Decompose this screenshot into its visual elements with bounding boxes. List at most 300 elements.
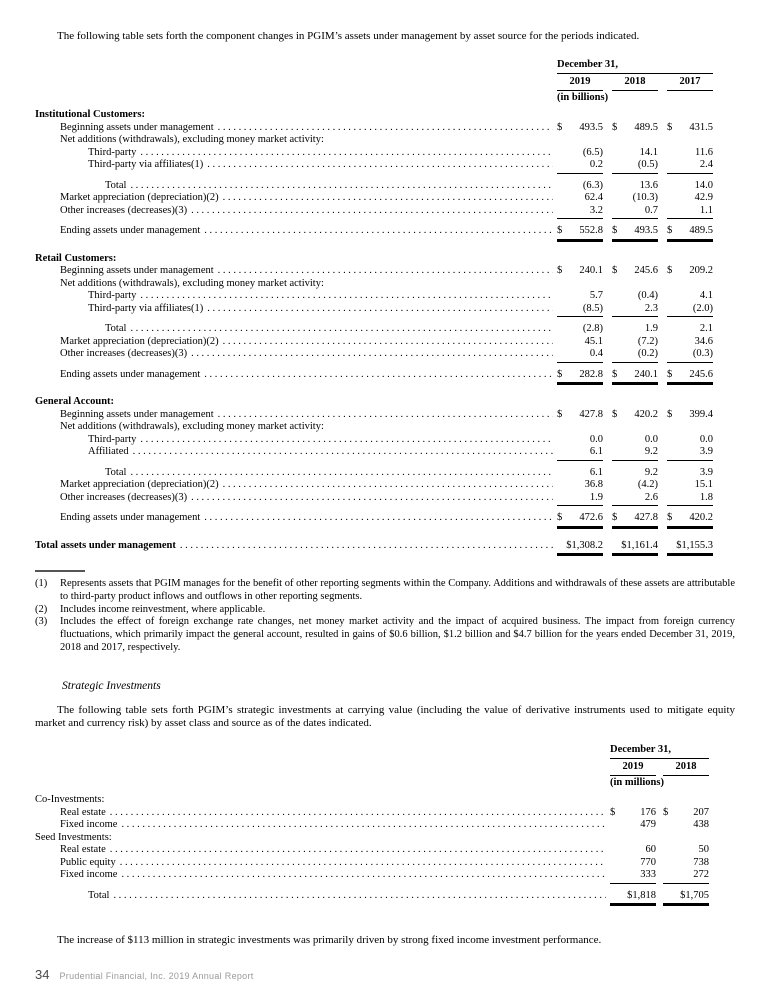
cell-value xyxy=(667,265,713,278)
row-label: Third-party via affiliates(1) xyxy=(88,159,204,170)
cell-value xyxy=(667,192,713,205)
footnote-2 xyxy=(35,604,735,617)
dot-leader xyxy=(140,290,553,303)
cell-value xyxy=(667,205,713,220)
row-values xyxy=(557,369,713,389)
cell-value xyxy=(667,479,713,492)
row-label-wrap xyxy=(35,396,713,409)
value: (0.3) xyxy=(692,348,713,359)
row-label-wrap xyxy=(35,467,557,480)
table-row xyxy=(35,807,709,820)
table-row xyxy=(35,819,709,832)
footnote-text: Represents assets that PGIM manages for the benefit of other reporting segments within the Company. Additions and withdrawals of these assets are attributable to third-party product inflows and outflows in other reporting segments. xyxy=(60,578,735,602)
cell-value xyxy=(667,323,713,336)
row-values xyxy=(557,323,713,336)
value: 3.2 xyxy=(589,204,603,216)
dot-leader xyxy=(180,540,553,553)
row-label: Net additions (withdrawals), excluding money market activity: xyxy=(60,134,324,145)
table-row xyxy=(35,265,713,278)
dot-leader xyxy=(204,369,553,382)
table-row xyxy=(35,869,709,886)
dollar-sign: $ xyxy=(667,368,673,380)
cell-value xyxy=(610,819,656,832)
dot-leader xyxy=(223,336,553,349)
value: 333 xyxy=(640,869,656,881)
value: (8.5) xyxy=(582,302,603,314)
value: 42.9 xyxy=(694,192,713,203)
value: 4.1 xyxy=(699,290,713,301)
dot-leader xyxy=(191,348,553,361)
row-label-wrap xyxy=(35,253,713,266)
cell-value xyxy=(667,369,713,384)
value: (0.2) xyxy=(637,348,658,359)
cell-value xyxy=(557,205,603,220)
value: 1.9 xyxy=(644,323,658,334)
cell-value xyxy=(610,844,656,857)
value: 399.4 xyxy=(689,408,713,420)
cell-value xyxy=(663,869,709,884)
cell-value xyxy=(557,409,603,422)
row-label: Ending assets under management xyxy=(60,512,201,523)
value: 9.2 xyxy=(644,446,658,457)
row-label-wrap xyxy=(35,409,557,422)
value: $1,818 xyxy=(627,889,656,901)
value: 3.9 xyxy=(699,446,713,457)
cell-value xyxy=(557,225,603,240)
cell-value xyxy=(667,540,713,555)
cell-value xyxy=(667,467,713,480)
dot-leader xyxy=(130,323,553,336)
cell-value xyxy=(612,492,658,507)
cell-value xyxy=(667,225,713,240)
value: $1,705 xyxy=(680,889,709,901)
dollar-sign: $ xyxy=(610,806,616,818)
row-label: Net additions (withdrawals), excluding money market activity: xyxy=(60,421,324,432)
table-row xyxy=(35,205,713,222)
dot-leader xyxy=(110,844,606,857)
row-values xyxy=(557,479,713,492)
cell-value xyxy=(612,159,658,174)
row-label: Ending assets under management xyxy=(60,368,201,380)
dollar-sign: $ xyxy=(557,512,563,523)
value: 552.8 xyxy=(579,225,603,236)
value: 489.5 xyxy=(634,121,658,133)
row-label-wrap xyxy=(35,336,557,349)
cell-value xyxy=(557,147,603,160)
value: 240.1 xyxy=(634,368,658,380)
dot-leader xyxy=(113,890,606,903)
header-years-row xyxy=(35,759,709,776)
row-label-wrap xyxy=(35,446,557,459)
dollar-sign: $ xyxy=(663,806,669,818)
value: 14.1 xyxy=(639,146,658,158)
cell-value xyxy=(612,265,658,278)
dollar-sign: $ xyxy=(667,121,673,133)
year-label: 2018 xyxy=(612,76,658,91)
dot-leader xyxy=(204,512,553,525)
cell-value xyxy=(612,225,658,240)
cell-value xyxy=(610,869,656,884)
table-row xyxy=(35,192,713,205)
row-label: Third-party xyxy=(88,433,137,445)
cell-value xyxy=(667,159,713,174)
row-label-wrap xyxy=(35,369,557,382)
row-label: Third-party xyxy=(88,290,137,301)
row-label: Third-party xyxy=(88,146,137,158)
value: 272 xyxy=(693,869,709,881)
cell-value xyxy=(612,323,658,336)
table-row xyxy=(35,890,709,910)
value: 493.5 xyxy=(579,121,603,133)
row-label-wrap xyxy=(35,807,610,820)
cell-value xyxy=(663,844,709,857)
cell-value xyxy=(557,122,603,135)
value: 431.5 xyxy=(689,121,713,133)
table-row xyxy=(35,794,709,807)
unit-label: (in billions) xyxy=(557,91,609,103)
dot-leader xyxy=(218,409,553,422)
row-label: Other increases (decreases)(3) xyxy=(60,491,188,503)
cell-value xyxy=(557,540,603,555)
cell-value xyxy=(612,192,658,205)
value: 427.8 xyxy=(634,512,658,523)
year-label: 2017 xyxy=(667,76,713,91)
value: 1.8 xyxy=(699,491,713,503)
cell-value xyxy=(557,265,603,278)
dollar-sign: $ xyxy=(612,368,618,380)
row-label-wrap xyxy=(35,479,557,492)
row-values xyxy=(557,225,713,245)
dollar-sign: $ xyxy=(557,225,563,236)
row-label-wrap xyxy=(35,434,557,447)
dot-leader xyxy=(218,265,553,278)
row-label: Beginning assets under management xyxy=(60,265,214,276)
row-values xyxy=(557,467,713,480)
dollar-sign: $ xyxy=(667,225,673,236)
value: 60 xyxy=(645,844,656,856)
cell-value xyxy=(557,303,603,318)
value: 207 xyxy=(693,806,709,818)
value: 2.6 xyxy=(644,491,658,503)
dollar-sign: $ xyxy=(667,265,673,276)
row-values xyxy=(557,446,713,463)
table-row xyxy=(35,479,713,492)
cell-value xyxy=(557,446,603,461)
footnotes xyxy=(35,578,735,655)
row-label: Total xyxy=(88,889,110,901)
footnote-text: Includes income reinvestment, where applicable. xyxy=(60,603,266,615)
row-label-wrap xyxy=(35,512,557,525)
row-values xyxy=(610,890,709,910)
value: (2.0) xyxy=(692,302,713,314)
value: 0.0 xyxy=(699,433,713,445)
dot-leader xyxy=(223,192,553,205)
row-values xyxy=(557,122,713,135)
row-label-wrap xyxy=(35,540,557,553)
cell-value xyxy=(610,890,656,905)
dollar-sign: $ xyxy=(667,512,673,523)
year-label: 2019 xyxy=(557,76,603,91)
table-row xyxy=(35,396,713,409)
row-label: Retail Customers: xyxy=(35,252,117,264)
row-label: Total xyxy=(105,466,127,478)
unit-label: (in millions) xyxy=(610,776,664,788)
value: 13.6 xyxy=(639,179,658,191)
row-label-wrap xyxy=(35,794,709,807)
value: 282.8 xyxy=(579,368,603,380)
row-label-wrap xyxy=(35,421,713,434)
cell-value xyxy=(612,290,658,303)
table-row xyxy=(35,147,713,160)
page-number: 34 xyxy=(35,967,50,982)
row-label-wrap xyxy=(35,819,610,832)
row-values xyxy=(557,192,713,205)
value: (7.2) xyxy=(637,335,658,347)
row-label-wrap xyxy=(35,122,557,135)
dot-leader xyxy=(121,819,606,832)
row-label-wrap xyxy=(35,290,557,303)
value: 0.0 xyxy=(589,433,603,445)
row-values xyxy=(557,540,713,560)
cell-value xyxy=(667,147,713,160)
row-values xyxy=(557,348,713,365)
row-label-wrap xyxy=(35,159,557,172)
row-label: Affiliated xyxy=(88,446,129,457)
row-label-wrap xyxy=(35,303,557,316)
value: 6.1 xyxy=(589,466,603,478)
cell-value xyxy=(612,369,658,384)
dot-leader xyxy=(191,205,553,218)
cell-value xyxy=(610,857,656,870)
cell-value xyxy=(612,540,658,555)
value: 5.7 xyxy=(589,290,603,301)
dollar-sign: $ xyxy=(557,408,563,420)
table-row xyxy=(35,409,713,422)
row-label: Third-party via affiliates(1) xyxy=(88,302,204,314)
value: 62.4 xyxy=(584,192,603,203)
value: 2.4 xyxy=(699,159,713,170)
row-label: Beginning assets under management xyxy=(60,408,214,420)
cell-value xyxy=(667,492,713,507)
cell-value xyxy=(557,180,603,193)
value: $1,161.4 xyxy=(621,539,658,551)
cell-value xyxy=(667,512,713,527)
row-label-wrap xyxy=(35,844,610,857)
value: $1,308.2 xyxy=(566,539,603,551)
footnote-number: (2) xyxy=(35,603,48,615)
value: 11.6 xyxy=(695,146,713,158)
dot-leader xyxy=(140,434,553,447)
value: 493.5 xyxy=(634,225,658,236)
value: $1,155.3 xyxy=(676,539,713,551)
table-row xyxy=(35,369,713,389)
row-values xyxy=(557,159,713,176)
value: 15.1 xyxy=(694,479,713,490)
dot-leader xyxy=(120,857,606,870)
header-period-row xyxy=(35,744,709,760)
footnote-text: Includes the effect of foreign exchange rate changes, net money market activity and the impact of acquired business. The impact from foreign currency fluctuations, which primarily impact the general account, resulted in gains of $0.6 billion, $1.2 billion and $4.7 billion for the years ended December 31, 2019, 2018 and 2017, respectively. xyxy=(60,616,735,653)
dot-leader xyxy=(133,446,553,459)
dot-leader xyxy=(130,180,553,193)
strategic-intro-paragraph: The following table sets forth PGIM’s strategic investments at carrying value (including the value of derivative instruments used to mitigate equity market and currency risk) by asset class and source as of the dates indicated. xyxy=(35,703,735,730)
header-unit-row xyxy=(35,776,709,795)
row-label: Real estate xyxy=(60,806,106,818)
dollar-sign: $ xyxy=(557,265,563,276)
cell-value xyxy=(663,807,709,820)
cell-value xyxy=(667,409,713,422)
cell-value xyxy=(557,336,603,349)
dollar-sign: $ xyxy=(612,265,618,276)
value: 2.1 xyxy=(699,323,713,334)
row-label-wrap xyxy=(35,265,557,278)
row-label: General Account: xyxy=(35,396,115,407)
value: 427.8 xyxy=(579,408,603,420)
cell-value xyxy=(557,512,603,527)
table-row xyxy=(35,446,713,463)
row-label: Market appreciation (depreciation)(2) xyxy=(60,192,219,203)
row-label-wrap xyxy=(35,205,557,218)
footnote-number: (1) xyxy=(35,578,48,589)
row-label-wrap xyxy=(35,832,709,845)
cell-value xyxy=(667,336,713,349)
row-values xyxy=(557,147,713,160)
row-label: Total assets under management xyxy=(35,539,176,551)
row-values xyxy=(557,512,713,532)
dollar-sign: $ xyxy=(612,225,618,236)
table-row xyxy=(35,134,713,147)
table-row xyxy=(35,512,713,532)
cell-value xyxy=(663,890,709,905)
value: (10.3) xyxy=(632,192,658,203)
dollar-sign: $ xyxy=(612,512,618,523)
row-values xyxy=(557,303,713,320)
value: 2.3 xyxy=(644,302,658,314)
value: 0.7 xyxy=(644,204,658,216)
row-label: Other increases (decreases)(3) xyxy=(60,348,188,359)
cell-value xyxy=(612,336,658,349)
row-values xyxy=(557,180,713,193)
value: 438 xyxy=(693,819,709,831)
row-values xyxy=(610,869,709,886)
value: 3.9 xyxy=(699,466,713,478)
value: 176 xyxy=(640,806,656,818)
dot-leader xyxy=(207,303,553,316)
cell-value xyxy=(667,303,713,318)
row-label-wrap xyxy=(35,492,557,505)
cell-value xyxy=(557,290,603,303)
row-values xyxy=(557,205,713,222)
value: 245.6 xyxy=(634,265,658,276)
row-values xyxy=(557,265,713,278)
row-label: Market appreciation (depreciation)(2) xyxy=(60,335,219,347)
value: 479 xyxy=(640,819,656,831)
cell-value xyxy=(557,192,603,205)
row-label: Ending assets under management xyxy=(60,225,201,236)
row-values xyxy=(557,492,713,509)
dot-leader xyxy=(207,159,553,172)
dollar-sign: $ xyxy=(557,368,563,380)
dot-leader xyxy=(130,467,553,480)
period-label: December 31, xyxy=(557,59,713,75)
row-label: Beginning assets under management xyxy=(60,121,214,133)
footnote-1 xyxy=(35,578,735,604)
footnote-number: (3) xyxy=(35,616,48,628)
value: 0.0 xyxy=(644,433,658,445)
row-label: Other increases (decreases)(3) xyxy=(60,204,188,216)
row-label-wrap xyxy=(35,323,557,336)
value: 209.2 xyxy=(689,265,713,276)
report-title: Prudential Financial, Inc. 2019 Annual Report xyxy=(59,971,254,981)
strategic-investments-table xyxy=(35,744,735,910)
dollar-sign: $ xyxy=(612,408,618,420)
row-values xyxy=(557,290,713,303)
table-row xyxy=(35,303,713,320)
cell-value xyxy=(610,807,656,820)
cell-value xyxy=(612,512,658,527)
cell-value xyxy=(612,409,658,422)
value: (0.5) xyxy=(637,159,658,170)
year-label: 2019 xyxy=(610,761,656,776)
dollar-sign: $ xyxy=(612,121,618,133)
value: 472.6 xyxy=(579,512,603,523)
table-row xyxy=(35,159,713,176)
intro-paragraph: The following table sets forth the component changes in PGIM’s assets under management by asset source for the periods indicated. xyxy=(57,30,640,42)
value: 420.2 xyxy=(689,512,713,523)
cell-value xyxy=(557,467,603,480)
dot-leader xyxy=(191,492,553,505)
value: 0.2 xyxy=(589,159,603,170)
row-label-wrap xyxy=(35,147,557,160)
value: 45.1 xyxy=(584,335,603,347)
cell-value xyxy=(612,348,658,363)
value: (0.4) xyxy=(637,290,658,301)
years-block xyxy=(610,759,709,776)
dot-leader xyxy=(218,122,553,135)
value: 36.8 xyxy=(584,479,603,490)
value: (6.3) xyxy=(582,179,603,191)
cell-value xyxy=(557,492,603,507)
table-row xyxy=(35,122,713,135)
table-row xyxy=(35,540,713,560)
cell-value xyxy=(612,205,658,220)
table-row xyxy=(35,857,709,870)
value: 14.0 xyxy=(694,179,713,191)
cell-value xyxy=(663,857,709,870)
row-label-wrap xyxy=(35,109,713,122)
dot-leader xyxy=(223,479,553,492)
row-label: Total xyxy=(105,179,127,191)
value: 1.1 xyxy=(699,204,713,216)
table-row xyxy=(35,225,713,245)
cell-value xyxy=(557,323,603,336)
value: 770 xyxy=(640,856,656,868)
dot-leader xyxy=(121,869,606,882)
footnote-3 xyxy=(35,616,735,654)
row-values xyxy=(610,857,709,870)
row-label: Co-Investments: xyxy=(35,794,105,806)
cell-value xyxy=(667,122,713,135)
table-row xyxy=(35,467,713,480)
row-label: Seed Investments: xyxy=(35,831,112,843)
cell-value xyxy=(557,159,603,174)
cell-value xyxy=(612,446,658,461)
dot-leader xyxy=(110,807,606,820)
table-row xyxy=(35,844,709,857)
table-row xyxy=(35,253,713,266)
header-period-row xyxy=(35,59,713,75)
value: 738 xyxy=(693,856,709,868)
period-label: December 31, xyxy=(610,744,709,760)
